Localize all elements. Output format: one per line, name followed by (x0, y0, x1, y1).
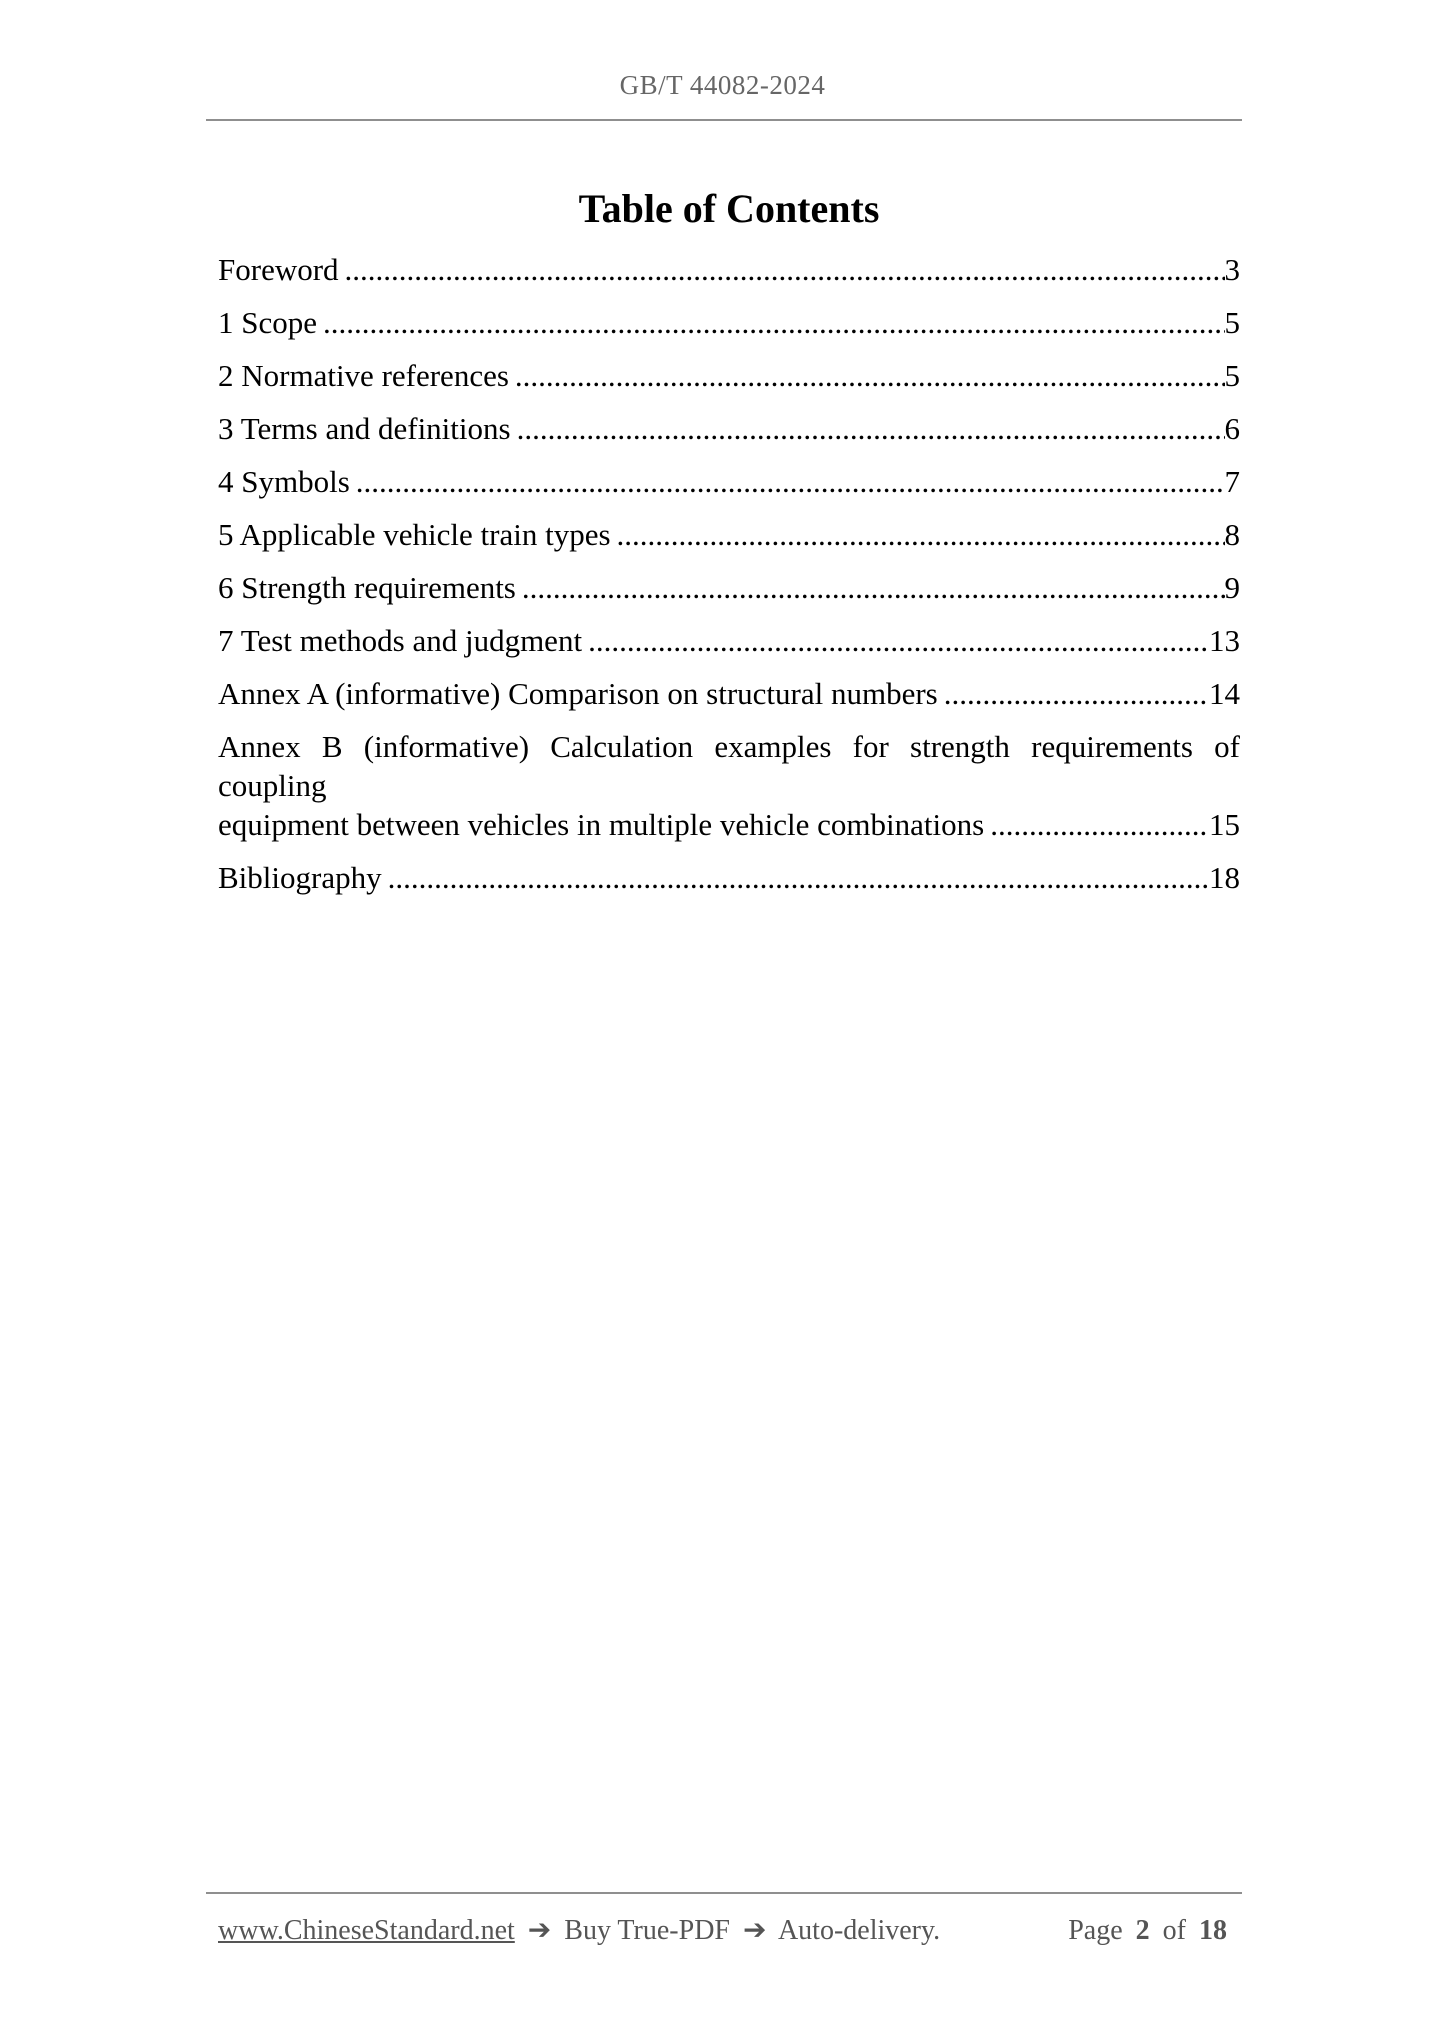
dot-leader (582, 621, 1209, 660)
website-link[interactable]: www.ChineseStandard.net (218, 1915, 515, 1946)
toc-entry-label: 3 Terms and definitions (218, 411, 511, 446)
buy-true-pdf-label: Buy True-PDF (564, 1915, 730, 1946)
toc-entry-label-line2: equipment between vehicles in multiple vehicle combinations (218, 807, 985, 842)
toc-entry-label: Bibliography (218, 860, 382, 895)
toc-page-number: 18 (1209, 860, 1240, 895)
arrow-icon: ➔ (527, 1913, 552, 1946)
toc-entry-applicable-vehicle-train-types (218, 515, 1240, 554)
current-page-number: 2 (1135, 1915, 1150, 1946)
toc-page-number: 5 (1224, 358, 1240, 393)
toc-entry-foreword (218, 250, 1240, 289)
dot-leader (317, 303, 1224, 342)
dot-leader (938, 674, 1209, 713)
toc-entry-label: 7 Test methods and judgment (218, 623, 583, 658)
toc-entry-terms-definitions (218, 409, 1240, 448)
page-indicator (1068, 1914, 1227, 1948)
dot-leader (511, 409, 1225, 448)
toc-entry-label: Annex A (informative) Comparison on structural numbers (218, 676, 938, 711)
toc-entry-normative-references (218, 356, 1240, 395)
toc-entry-label: 4 Symbols (218, 464, 350, 499)
toc-page-number: 7 (1224, 464, 1240, 499)
toc-page-number: 9 (1224, 570, 1240, 605)
toc-entry-strength-requirements (218, 568, 1240, 607)
footer-divider (206, 1892, 1242, 1894)
toc-entry-label: 6 Strength requirements (218, 570, 516, 605)
toc-entry-label: 5 Applicable vehicle train types (218, 517, 611, 552)
footer (218, 1913, 1227, 1948)
toc-page-number: 6 (1224, 411, 1240, 446)
dot-leader (516, 568, 1225, 607)
toc-entry-label: Foreword (218, 252, 339, 287)
page-label: Page (1068, 1915, 1123, 1946)
page-title: Table of Contents (578, 186, 880, 231)
dot-leader (984, 805, 1209, 844)
total-page-number: 18 (1199, 1915, 1227, 1946)
toc-entry-scope (218, 303, 1240, 342)
toc-entry-test-methods (218, 621, 1240, 660)
toc-page-number: 3 (1224, 252, 1240, 287)
toc-entry-symbols (218, 462, 1240, 501)
toc-entry-label: 2 Normative references (218, 358, 509, 393)
toc-entry-annex-b (218, 727, 1240, 844)
table-of-contents (218, 186, 1240, 911)
toc-entry-label: 1 Scope (218, 305, 318, 340)
toc-page-number: 13 (1209, 623, 1240, 658)
toc-entry-annex-a (218, 674, 1240, 713)
dot-leader (339, 250, 1225, 289)
toc-page-number: 14 (1209, 676, 1240, 711)
footer-left (218, 1913, 940, 1948)
of-label: of (1162, 1915, 1186, 1946)
header-standard-number: GB/T 44082-2024 (619, 70, 826, 100)
auto-delivery-label: Auto-delivery. (777, 1915, 941, 1946)
toc-entry-bibliography (218, 858, 1240, 897)
toc-page-number: 15 (1209, 807, 1240, 842)
toc-page-number: 8 (1224, 517, 1240, 552)
header-divider (206, 119, 1242, 121)
dot-leader (509, 356, 1225, 395)
dot-leader (350, 462, 1225, 501)
arrow-icon: ➔ (743, 1913, 767, 1946)
dot-leader (611, 515, 1225, 554)
toc-entry-label-line1: Annex B (informative) Calculation examples for strength requirements of coupling (218, 729, 1240, 803)
dot-leader (382, 858, 1209, 897)
toc-page-number: 5 (1224, 305, 1240, 340)
